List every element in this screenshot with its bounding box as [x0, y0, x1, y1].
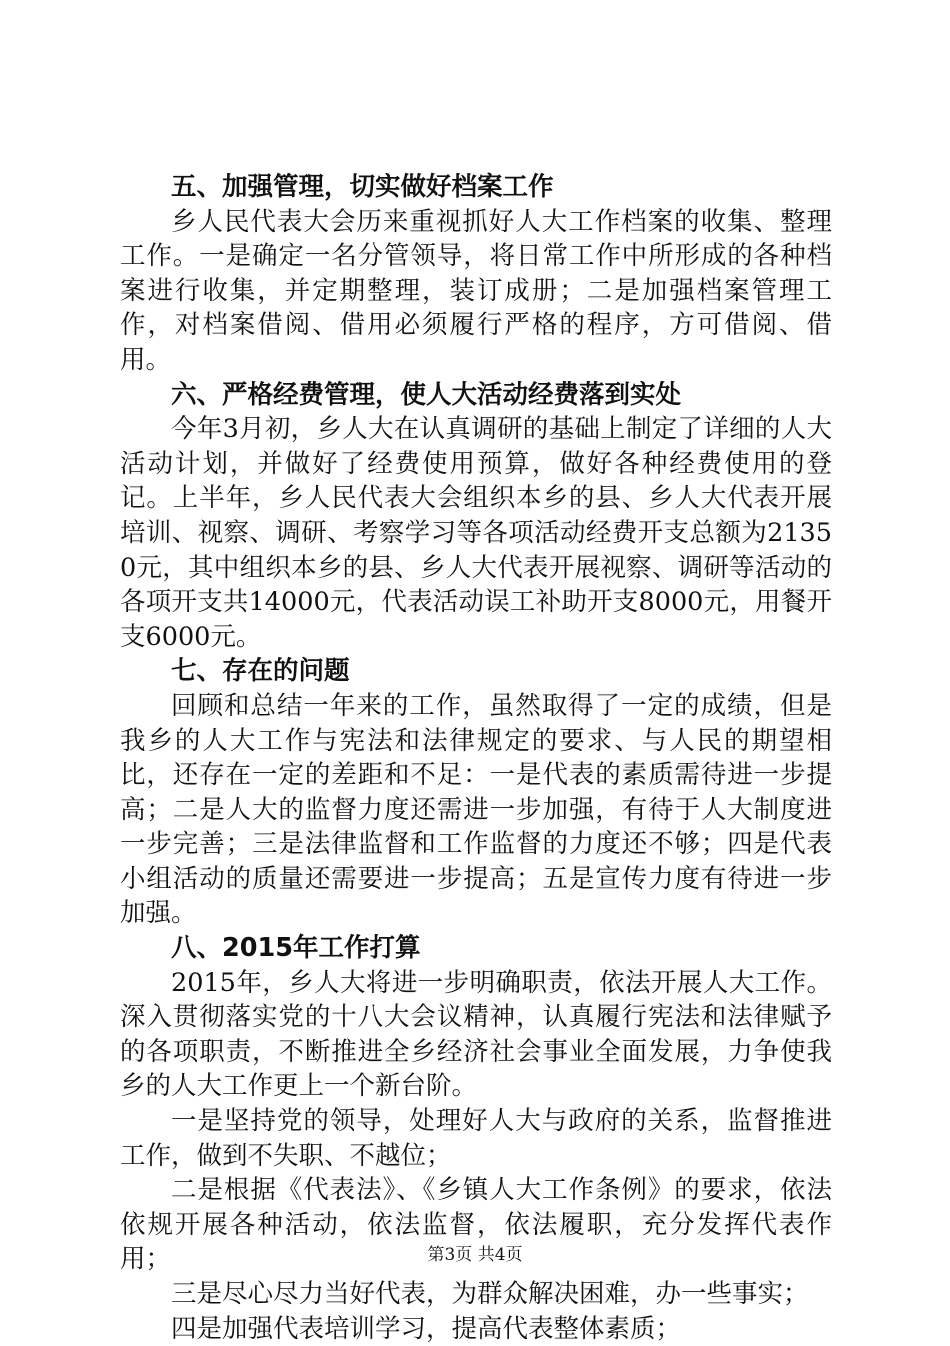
section-8-paragraph-4: 三是尽心尽力当好代表，为群众解决困难，办一些事实； — [171, 1279, 809, 1309]
section-6-paragraph-1: 今年3月初，乡人大在认真调研的基础上制定了详细的人大活动计划，并做好了经费使用预算，做好各种经费使用的登记。上半年，乡人民代表大会组织本乡的县、乡人大代表开展培训、视察、调研、考察学习等各项活动经费开支总额为21350元，其中组织本乡的县、乡人大代表开展视察、调研等活动的各项开支共14000元，代表活动误工补助开支8000元，用餐开支6000元。 — [120, 414, 832, 652]
page-footer: 第3页 共4页 — [427, 1245, 523, 1265]
section-heading-6: 六、严格经费管理，使人大活动经费落到实处 — [171, 379, 682, 410]
section-heading-5: 五、加强管理，切实做好档案工作 — [171, 172, 554, 202]
section-8-paragraph-5: 四是加强代表培训学习，提高代表整体素质； — [171, 1313, 682, 1344]
section-8-paragraph-1: 2015年，乡人大将进一步明确职责，依法开展人大工作。深入贯彻落实党的十八大会议精神，认真履行宪法和法律赋予的各项职责，不断推进全乡经济社会事业全面发展，力争使我乡的人大工作更上一个新台阶。 — [120, 967, 832, 1102]
section-8-paragraph-3: 二是根据《代表法》、《乡镇人大工作条例》的要求，依法依规开展各种活动，依法监督，依法履职，充分发挥代表作用； — [120, 1175, 832, 1275]
section-heading-8: 八、2015年工作打算 — [171, 933, 421, 964]
section-5-paragraph-1: 乡人民代表大会历来重视抓好人大工作档案的收集、整理工作。一是确定一名分管领导，将日常工作中所形成的各种档案进行收集，并定期整理，装订成册；二是加强档案管理工作，对档案借阅、借用必须履行严格的程序，方可借阅、借用。 — [120, 206, 832, 375]
section-7-paragraph-1: 回顾和总结一年来的工作，虽然取得了一定的成绩，但是我乡的人大工作与宪法和法律规定的要求、与人民的期望相比，还存在一定的差距和不足：一是代表的素质需待进一步提高；二是人大的监督力度还需进一步加强，有待于人大制度进一步完善；三是法律监督和工作监督的力度还不够；四是代表小组活动的质量还需要进一步提高；五是宣传力度有待进一步加强。 — [120, 690, 832, 929]
document-body — [120, 170, 832, 1346]
section-8-paragraph-2: 一是坚持党的领导，处理好人大与政府的关系，监督推进工作，做到不失职、不越位； — [120, 1106, 832, 1171]
section-heading-7: 七、存在的问题 — [171, 656, 350, 687]
